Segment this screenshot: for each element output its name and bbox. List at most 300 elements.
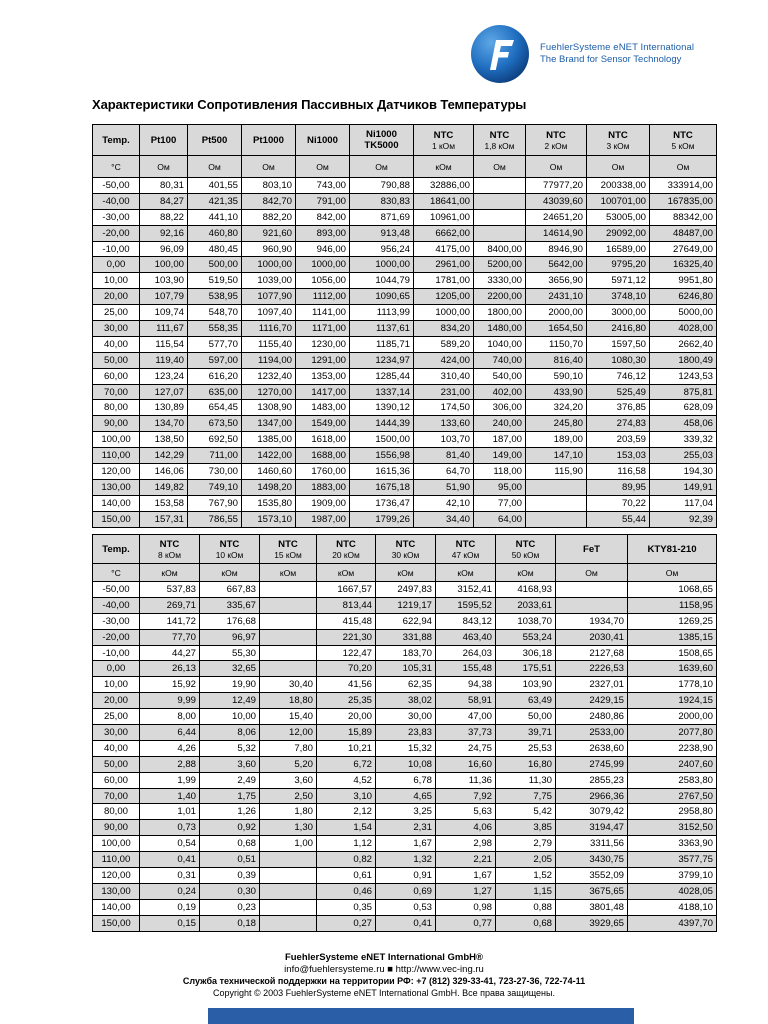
resistance-cell: 0,61 (317, 868, 376, 884)
resistance-cell: 0,41 (140, 852, 200, 868)
table-row (93, 836, 717, 852)
resistance-cell: 460,80 (188, 225, 242, 241)
resistance-cell: 2745,99 (556, 756, 628, 772)
resistance-cell: 221,30 (317, 629, 376, 645)
column-header (93, 125, 140, 156)
column-header (200, 535, 260, 564)
page-title: Характеристики Сопротивления Пассивных Датчиков Температуры (92, 97, 527, 112)
resistance-cell: 80,31 (140, 178, 188, 194)
resistance-cell: 2,50 (260, 788, 317, 804)
resistance-cell: 1508,65 (628, 645, 717, 661)
resistance-cell: 401,55 (188, 178, 242, 194)
table-row (93, 352, 717, 368)
resistance-cell: 3577,75 (628, 852, 717, 868)
resistance-cell: 63,49 (496, 693, 556, 709)
table-row (93, 820, 717, 836)
resistance-cell: 0,24 (140, 883, 200, 899)
resistance-cell: 711,00 (188, 448, 242, 464)
resistance-cell: 2,31 (376, 820, 436, 836)
resistance-cell: 2662,40 (650, 336, 717, 352)
temperature-cell: 80,00 (93, 804, 140, 820)
resistance-cell: 875,81 (650, 384, 717, 400)
resistance-cell: 1,30 (260, 820, 317, 836)
resistance-cell: 3,25 (376, 804, 436, 820)
resistance-cell: 3,60 (260, 772, 317, 788)
resistance-cell: 1535,80 (242, 495, 296, 511)
resistance-cell: 1150,70 (526, 336, 587, 352)
resistance-cell (260, 645, 317, 661)
resistance-cell: 1,15 (496, 883, 556, 899)
table-row (93, 693, 717, 709)
resistance-cell: 142,29 (140, 448, 188, 464)
resistance-cell: 0,68 (496, 915, 556, 931)
resistance-cell (260, 582, 317, 598)
resistance-cell: 10961,00 (414, 209, 474, 225)
resistance-cell: 622,94 (376, 613, 436, 629)
resistance-cell: 2,12 (317, 804, 376, 820)
column-unit: кОм (376, 564, 436, 582)
resistance-cell: 0,39 (200, 868, 260, 884)
resistance-cell: 6662,00 (414, 225, 474, 241)
resistance-cell: 0,35 (317, 899, 376, 915)
temperature-cell: 60,00 (93, 772, 140, 788)
column-unit: кОм (260, 564, 317, 582)
resistance-cell: 16589,00 (587, 241, 650, 257)
temperature-cell: 140,00 (93, 899, 140, 915)
resistance-cell: 1385,15 (628, 629, 717, 645)
table-row (93, 613, 717, 629)
resistance-cell: 1615,36 (350, 464, 414, 480)
resistance-cell: 115,54 (140, 336, 188, 352)
resistance-cell: 1597,50 (587, 336, 650, 352)
column-header-name: Pt100 (150, 134, 177, 146)
resistance-cell: 1390,12 (350, 400, 414, 416)
resistance-cell: 130,89 (140, 400, 188, 416)
column-unit: кОм (317, 564, 376, 582)
column-unit: Ом (587, 156, 650, 178)
column-header-name: NTC (489, 129, 510, 141)
resistance-cell: 62,35 (376, 677, 436, 693)
resistance-cell: 1234,97 (350, 352, 414, 368)
resistance-cell: 589,20 (414, 336, 474, 352)
resistance-cell: 3552,09 (556, 868, 628, 884)
resistance-cell: 1934,70 (556, 613, 628, 629)
resistance-cell: 3152,41 (436, 582, 496, 598)
column-header-name: Pt500 (201, 134, 228, 146)
temperature-cell: 40,00 (93, 336, 140, 352)
resistance-cell: 183,70 (376, 645, 436, 661)
resistance-cell: 616,20 (188, 368, 242, 384)
resistance-cell: 5,63 (436, 804, 496, 820)
resistance-cell: 2,49 (200, 772, 260, 788)
temperature-cell: 25,00 (93, 305, 140, 321)
resistance-cell: 1039,00 (242, 273, 296, 289)
resistance-cell: 1,80 (260, 804, 317, 820)
resistance-cell: 96,09 (140, 241, 188, 257)
resistance-cell: 956,24 (350, 241, 414, 257)
resistance-cell: 333914,00 (650, 178, 717, 194)
resistance-cell: 1781,00 (414, 273, 474, 289)
resistance-cell: 1347,00 (242, 416, 296, 432)
column-unit: Ом (140, 156, 188, 178)
resistance-cell: 667,83 (200, 582, 260, 598)
resistance-cell: 0,88 (496, 899, 556, 915)
temperature-cell: 120,00 (93, 464, 140, 480)
table-row (93, 432, 717, 448)
resistance-cell: 20,00 (317, 709, 376, 725)
resistance-cell: 767,90 (188, 495, 242, 511)
table-row (93, 582, 717, 598)
resistance-cell: 1760,00 (296, 464, 350, 480)
temperature-cell: -40,00 (93, 193, 140, 209)
resistance-cell: 3363,90 (628, 836, 717, 852)
column-header (376, 535, 436, 564)
resistance-cell: 2497,83 (376, 582, 436, 598)
resistance-cell: 1736,47 (350, 495, 414, 511)
resistance-cell: 1232,40 (242, 368, 296, 384)
resistance-cell: 3799,10 (628, 868, 717, 884)
resistance-cell: 25,53 (496, 740, 556, 756)
column-header-name: NTC (673, 129, 693, 141)
resistance-cell: 3079,42 (556, 804, 628, 820)
resistance-cell: 540,00 (474, 368, 526, 384)
column-unit: °C (93, 564, 140, 582)
resistance-cell (474, 209, 526, 225)
resistance-cell (260, 613, 317, 629)
temperature-cell: -20,00 (93, 225, 140, 241)
resistance-cell: 103,90 (496, 677, 556, 693)
resistance-cell: 6,78 (376, 772, 436, 788)
resistance-cell: 1137,61 (350, 321, 414, 337)
resistance-cell: 4,52 (317, 772, 376, 788)
resistance-cell: 118,00 (474, 464, 526, 480)
resistance-cell: 1385,00 (242, 432, 296, 448)
resistance-cell: 34,40 (414, 511, 474, 527)
resistance-cell: 1,67 (436, 868, 496, 884)
resistance-cell: 2000,00 (628, 709, 717, 725)
resistance-cell: 842,70 (242, 193, 296, 209)
temperature-cell: 120,00 (93, 868, 140, 884)
resistance-cell: 16,80 (496, 756, 556, 772)
temperature-cell: 130,00 (93, 883, 140, 899)
temperature-cell: -30,00 (93, 613, 140, 629)
resistance-cell: 1000,00 (350, 257, 414, 273)
resistance-cell: 5,32 (200, 740, 260, 756)
column-unit: Ом (188, 156, 242, 178)
column-header (296, 125, 350, 156)
resistance-cell: 167835,00 (650, 193, 717, 209)
column-unit: °C (93, 156, 140, 178)
table-row (93, 852, 717, 868)
resistance-cell: 1097,40 (242, 305, 296, 321)
resistance-cell: 32,65 (200, 661, 260, 677)
resistance-cell: 324,20 (526, 400, 587, 416)
column-unit: кОм (140, 564, 200, 582)
resistance-cell (526, 479, 587, 495)
resistance-cell: 1800,00 (474, 305, 526, 321)
table-row (93, 209, 717, 225)
resistance-cell: 1444,39 (350, 416, 414, 432)
resistance-cell: 5000,00 (650, 305, 717, 321)
resistance-cell (526, 511, 587, 527)
resistance-cell (474, 193, 526, 209)
resistance-cell: 786,55 (188, 511, 242, 527)
resistance-cell (260, 868, 317, 884)
resistance-cell (260, 883, 317, 899)
resistance-cell: 0,30 (200, 883, 260, 899)
resistance-cell: 3,85 (496, 820, 556, 836)
resistance-cell: 1155,40 (242, 336, 296, 352)
resistance-cell: 730,00 (188, 464, 242, 480)
resistance-cell: 1000,00 (414, 305, 474, 321)
resistance-cell: 88,22 (140, 209, 188, 225)
resistance-cell: 421,35 (188, 193, 242, 209)
resistance-cell: 84,27 (140, 193, 188, 209)
resistance-cell: 194,30 (650, 464, 717, 480)
table-row (93, 384, 717, 400)
column-header-name: NTC (336, 538, 356, 550)
resistance-cell: 15,32 (376, 740, 436, 756)
resistance-cell: 813,44 (317, 597, 376, 613)
resistance-cell: 77,70 (140, 629, 200, 645)
column-unit: Ом (650, 156, 717, 178)
column-header-name: Temp. (102, 543, 130, 555)
column-unit: Ом (296, 156, 350, 178)
temperature-cell: -10,00 (93, 241, 140, 257)
resistance-cell (526, 495, 587, 511)
column-header-sub: 1 кОм (432, 140, 455, 151)
resistance-cell: 3675,65 (556, 883, 628, 899)
resistance-cell: 882,20 (242, 209, 296, 225)
resistance-cell: 100,00 (140, 257, 188, 273)
resistance-cell: 95,00 (474, 479, 526, 495)
resistance-cell: 1595,52 (436, 597, 496, 613)
resistance-cell: 10,08 (376, 756, 436, 772)
temperature-cell: 20,00 (93, 289, 140, 305)
table-row (93, 241, 717, 257)
brand-tagline: The Brand for Sensor Technology (540, 54, 682, 65)
resistance-cell: 109,74 (140, 305, 188, 321)
resistance-cell: 1460,60 (242, 464, 296, 480)
resistance-cell: 122,47 (317, 645, 376, 661)
resistance-cell: 1112,00 (296, 289, 350, 305)
resistance-cell: 30,40 (260, 677, 317, 693)
resistance-cell: 1090,65 (350, 289, 414, 305)
resistance-cell: 1,67 (376, 836, 436, 852)
resistance-cell: 2033,61 (496, 597, 556, 613)
resistance-cell: 1667,57 (317, 582, 376, 598)
resistance-cell: 27649,00 (650, 241, 717, 257)
resistance-cell: 673,50 (188, 416, 242, 432)
column-header-name: FeT (582, 543, 601, 555)
resistance-cell: 26,13 (140, 661, 200, 677)
resistance-cell: 803,10 (242, 178, 296, 194)
brand-block (540, 42, 694, 65)
table-row (93, 915, 717, 931)
resistance-cell: 5,20 (260, 756, 317, 772)
resistance-cell: 1044,79 (350, 273, 414, 289)
resistance-cell: 269,71 (140, 597, 200, 613)
resistance-cell: 1308,90 (242, 400, 296, 416)
resistance-cell: 2855,23 (556, 772, 628, 788)
resistance-cell: 1353,00 (296, 368, 350, 384)
resistance-cell: 339,32 (650, 432, 717, 448)
resistance-cell: 44,27 (140, 645, 200, 661)
resistance-cell: 871,69 (350, 209, 414, 225)
resistance-cell: 89,95 (587, 479, 650, 495)
table-row (93, 495, 717, 511)
resistance-cell: 3801,48 (556, 899, 628, 915)
temperature-cell: 100,00 (93, 836, 140, 852)
resistance-cell: 0,46 (317, 883, 376, 899)
footer-contacts: info@fuehlersysteme.ru ■ http://www.vec-ing.ru (284, 964, 484, 975)
resistance-cell: 2416,80 (587, 321, 650, 337)
resistance-cell: 306,18 (496, 645, 556, 661)
temperature-cell: 10,00 (93, 273, 140, 289)
resistance-cell: 1800,49 (650, 352, 717, 368)
resistance-cell: 1113,99 (350, 305, 414, 321)
resistance-cell: 1778,10 (628, 677, 717, 693)
resistance-cell: 1219,17 (376, 597, 436, 613)
resistance-cell: 335,67 (200, 597, 260, 613)
resistance-cell: 32886,00 (414, 178, 474, 194)
resistance-cell: 8,06 (200, 725, 260, 741)
resistance-cell: 1000,00 (242, 257, 296, 273)
temperature-cell: 130,00 (93, 479, 140, 495)
resistance-cell: 4175,00 (414, 241, 474, 257)
resistance-cell: 174,50 (414, 400, 474, 416)
resistance-cell: 2030,41 (556, 629, 628, 645)
resistance-cell: 2,79 (496, 836, 556, 852)
resistance-cell: 4397,70 (628, 915, 717, 931)
resistance-cell: 0,27 (317, 915, 376, 931)
column-unit: кОм (200, 564, 260, 582)
resistance-cell: 70,20 (317, 661, 376, 677)
resistance-cell: 597,00 (188, 352, 242, 368)
table-row (93, 804, 717, 820)
resistance-cell: 1924,15 (628, 693, 717, 709)
table-row (93, 257, 717, 273)
resistance-cell: 24,75 (436, 740, 496, 756)
resistance-cell: 1,01 (140, 804, 200, 820)
resistance-cell: 149,91 (650, 479, 717, 495)
column-header-sub: 50 кОм (511, 549, 540, 560)
table-row (93, 868, 717, 884)
resistance-cell: 2638,60 (556, 740, 628, 756)
resistance-cell (260, 597, 317, 613)
resistance-cell: 2077,80 (628, 725, 717, 741)
resistance-cell: 5971,12 (587, 273, 650, 289)
resistance-cell: 1556,98 (350, 448, 414, 464)
temperature-cell: 70,00 (93, 384, 140, 400)
resistance-cell: 64,00 (474, 511, 526, 527)
resistance-cell: 2429,15 (556, 693, 628, 709)
resistance-cell: 127,07 (140, 384, 188, 400)
table-row (93, 740, 717, 756)
resistance-cell: 1500,00 (350, 432, 414, 448)
resistance-cell: 0,41 (376, 915, 436, 931)
resistance-cell: 2,88 (140, 756, 200, 772)
column-header (350, 125, 414, 156)
temperature-cell: 60,00 (93, 368, 140, 384)
resistance-cell: 147,10 (526, 448, 587, 464)
resistance-cell: 6,72 (317, 756, 376, 772)
resistance-cell: 1,54 (317, 820, 376, 836)
resistance-cell: 176,68 (200, 613, 260, 629)
resistance-cell: 2958,80 (628, 804, 717, 820)
table-row (93, 225, 717, 241)
resistance-cell: 7,92 (436, 788, 496, 804)
temperature-cell: 50,00 (93, 756, 140, 772)
resistance-cell: 3311,56 (556, 836, 628, 852)
resistance-cell: 1000,00 (296, 257, 350, 273)
resistance-cell: 1909,00 (296, 495, 350, 511)
resistance-cell (260, 661, 317, 677)
resistance-cell: 635,00 (188, 384, 242, 400)
resistance-cell: 834,20 (414, 321, 474, 337)
resistance-cell: 5200,00 (474, 257, 526, 273)
temperature-cell: 90,00 (93, 820, 140, 836)
resistance-cell: 11,30 (496, 772, 556, 788)
column-header-name: Pt1000 (253, 134, 284, 146)
resistance-cell: 18,80 (260, 693, 317, 709)
resistance-cell: 1171,00 (296, 321, 350, 337)
column-header (93, 535, 140, 564)
resistance-cell: 134,70 (140, 416, 188, 432)
resistance-cell: 3,10 (317, 788, 376, 804)
resistance-cell: 77,00 (474, 495, 526, 511)
resistance-cell: 2961,00 (414, 257, 474, 273)
resistance-cell: 1056,00 (296, 273, 350, 289)
column-header-sub: 20 кОм (332, 549, 360, 560)
resistance-cell: 12,00 (260, 725, 317, 741)
table-row (93, 725, 717, 741)
column-unit: Ом (350, 156, 414, 178)
resistance-cell: 1230,00 (296, 336, 350, 352)
temperature-cell: -20,00 (93, 629, 140, 645)
resistance-cell: 103,90 (140, 273, 188, 289)
resistance-cell: 458,06 (650, 416, 717, 432)
temperature-cell: 100,00 (93, 432, 140, 448)
resistance-cell: 115,90 (526, 464, 587, 480)
resistance-cell: 3748,10 (587, 289, 650, 305)
resistance-cell: 0,18 (200, 915, 260, 931)
resistance-cell: 740,00 (474, 352, 526, 368)
resistance-cell: 402,00 (474, 384, 526, 400)
table-row (93, 416, 717, 432)
resistance-cell: 3929,65 (556, 915, 628, 931)
table-row (93, 273, 717, 289)
resistance-cell: 4028,05 (628, 883, 717, 899)
column-header-sub: 15 кОм (274, 549, 302, 560)
resistance-cell: 1,32 (376, 852, 436, 868)
resistance-cell: 14614,90 (526, 225, 587, 241)
resistance-cell: 116,58 (587, 464, 650, 480)
resistance-cell: 1040,00 (474, 336, 526, 352)
resistance-cell: 893,00 (296, 225, 350, 241)
temperature-cell: -50,00 (93, 582, 140, 598)
resistance-cell: 1038,70 (496, 613, 556, 629)
resistance-cell: 654,45 (188, 400, 242, 416)
column-header (526, 125, 587, 156)
resistance-cell: 1549,00 (296, 416, 350, 432)
resistance-cell: 9,99 (140, 693, 200, 709)
resistance-cell: 1483,00 (296, 400, 350, 416)
resistance-cell: 146,06 (140, 464, 188, 480)
footer-company: FuehlerSysteme eNET International GmbH® (284, 952, 484, 963)
resistance-cell: 117,04 (650, 495, 717, 511)
column-header (140, 125, 188, 156)
